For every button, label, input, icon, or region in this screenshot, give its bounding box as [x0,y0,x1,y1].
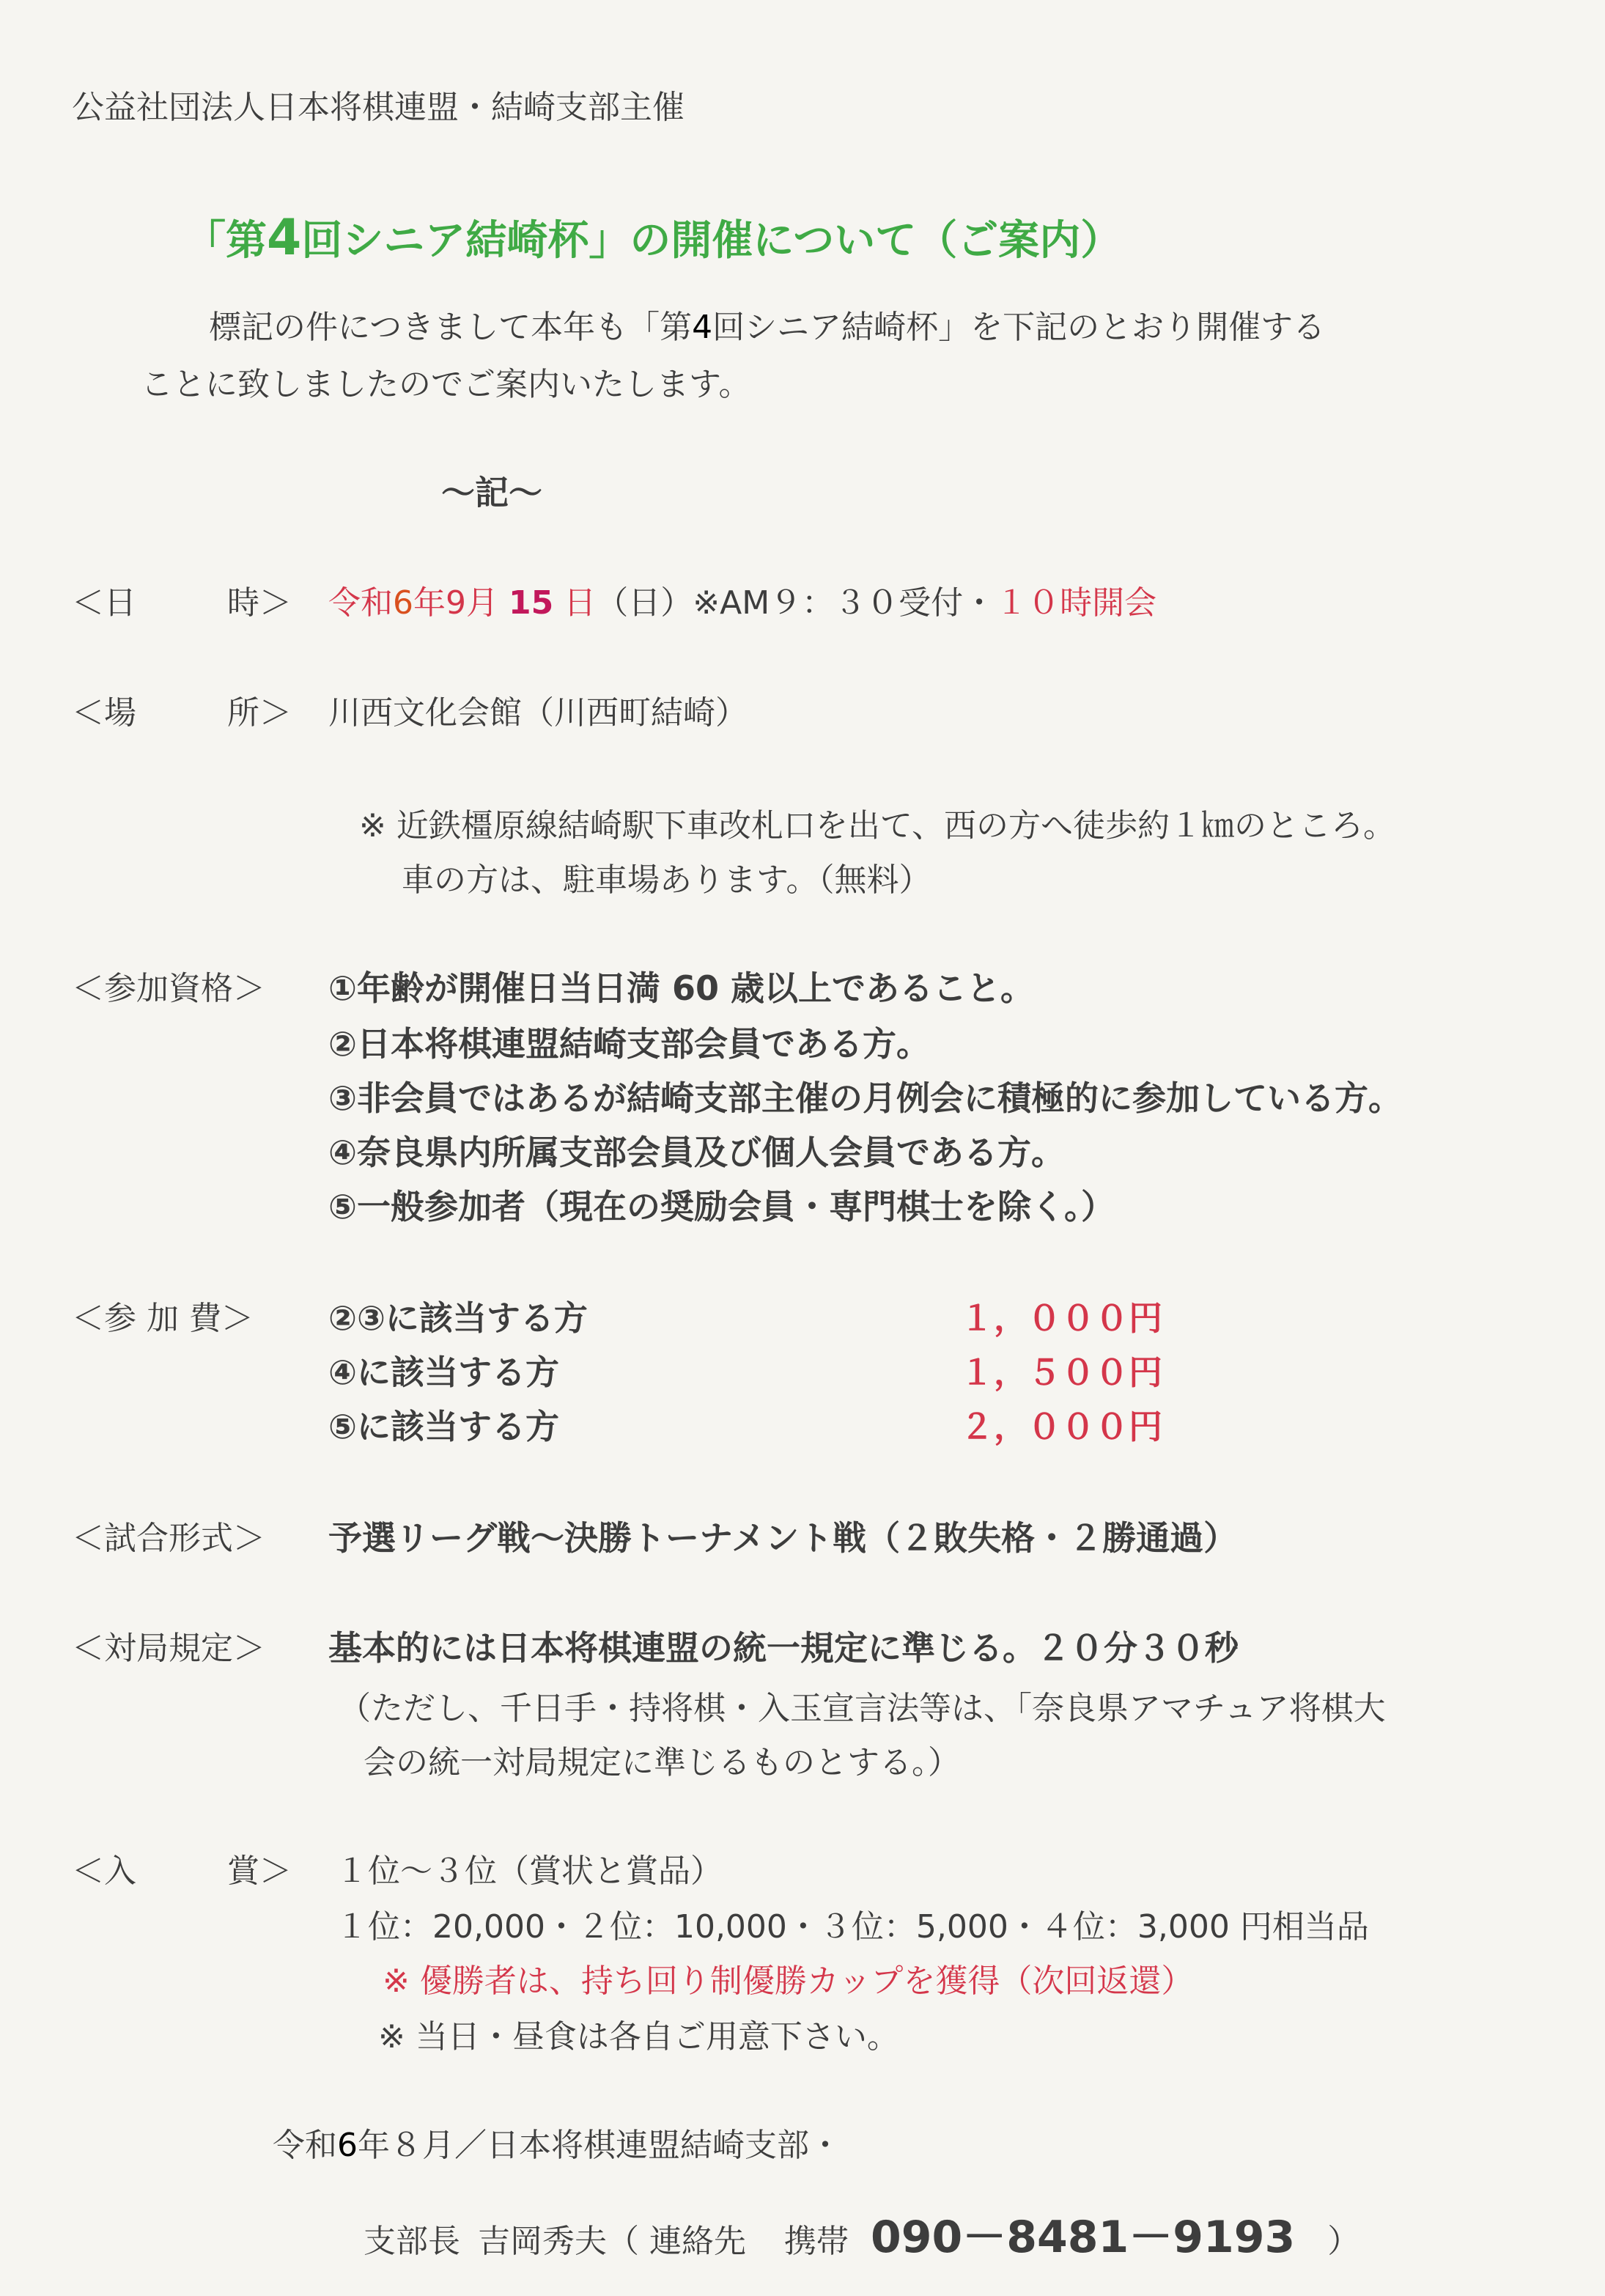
rules-note-2: 会の統一対局規定に準じるものとする。） [364,1744,960,1781]
footer-date-number: 6 [337,2127,358,2164]
title-part1: 「第 [185,217,267,265]
format-label: ＜試合形式＞ [72,1520,265,1557]
footer-phone-label: 携帯 [784,2223,849,2260]
organizer: 公益社団法人日本将棋連盟・結崎支部主催 [72,89,685,126]
fee-row-who: ④に該当する方 [328,1353,559,1392]
intro-line-1-pre: 標記の件につきまして本年も「第 [209,309,693,346]
prizes-label-close: 賞＞ [227,1852,292,1890]
footer-date-pre: 令和 [273,2127,337,2164]
footer-date [273,2119,841,2166]
datetime-label [72,576,292,622]
eligibility-item: ①年齢が開催日当日満 60 歳以上であること。 [328,968,1034,1008]
date-weekday-reception: （日）※AM９：３０受付・ [596,584,996,622]
venue-label [72,686,292,732]
eligibility-label: ＜参加資格＞ [72,970,265,1007]
eligibility-item: ③非会員ではあるが結崎支部主催の月例会に積極的に参加している方。 [328,1078,1402,1118]
prizes-label-open: ＜入 [72,1852,136,1890]
rules-note-1: （ただし、千日手・持将棋・入玉宣言法等は、「奈良県アマチュア将棋大 [339,1690,1386,1727]
date-opening: １０時開会 [995,584,1157,622]
fee-row-amount: １，０００円 [960,1298,1162,1338]
fee-row-who: ②③に該当する方 [328,1298,588,1338]
intro-number: 4 [692,309,713,346]
fee-row-who: ⑤に該当する方 [328,1407,559,1446]
eligibility-item: ⑤一般参加者（現在の奨励会員・専門棋士を除く。） [328,1187,1115,1226]
datetime-label-open: ＜日 [72,584,136,622]
prizes-line-1: １位～３位（賞状と賞品） [336,1852,723,1890]
footer-chief-title: 支部長 [364,2223,460,2260]
intro-line-1-post: 回シニア結崎杯」を下記のとおり開催する [712,309,1326,346]
fee-row-amount: ２，０００円 [960,1407,1162,1446]
eligibility-item: ②日本将棋連盟結崎支部会員である方。 [328,1024,930,1064]
intro-line-1 [209,301,1325,347]
rules-label: ＜対局規定＞ [72,1630,265,1667]
prizes-line-2: １位：20,000・２位：10,000・３位：5,000・４位：3,000 円相当品 [336,1908,1369,1946]
prizes-label [72,1844,292,1890]
date-day: 15 [509,584,554,622]
venue-name: 川西文化会館（川西町結崎） [328,694,748,732]
date-month-unit: 月 [466,584,498,622]
venue-parking-note: 車の方は、駐車場あります。（無料） [402,861,931,899]
date-year-unit: 年 [413,584,446,622]
fee-label: ＜参 加 費＞ [72,1300,254,1337]
footer-phone-number: 090－8481－9193 [871,2212,1296,2263]
fee-row-amount: １，５００円 [960,1353,1162,1392]
date-month: 9 [446,584,466,622]
prizes-trophy-note: ※ 優勝者は、持ち回り制優勝カップを獲得（次回返還） [383,1962,1194,2000]
venue-label-close: 所＞ [227,694,292,732]
prizes-lunch-note: ※ 当日・昼食は各自ご用意下さい。 [378,2018,899,2056]
venue-access-note: ※ 近鉄橿原線結崎駅下車改札口を出て、西の方へ徒歩約１㎞のところ。 [359,807,1395,845]
date-year: 6 [393,584,413,622]
ki-heading: ～記～ [441,473,542,512]
venue-label-open: ＜場 [72,694,136,732]
eligibility-item: ④奈良県内所属支部会員及び個人会員である方。 [328,1133,1065,1172]
date-day-unit: 日 [564,584,597,622]
footer-close-paren: ） [1327,2223,1360,2260]
footer-contact [364,2202,1359,2265]
rules-main: 基本的には日本将棋連盟の統一規定に準じる。２０分３０秒 [328,1628,1239,1668]
format-text: 予選リーグ戦～決勝トーナメント戦（２敗失格・２勝通過） [328,1518,1238,1558]
intro-line-2: ことに致しましたのでご案内いたします。 [141,366,751,403]
datetime-value [328,576,1156,623]
page-title [185,208,1121,267]
footer-date-post: 年８月／日本将棋連盟結崎支部・ [358,2127,841,2164]
date-reiwa: 令和 [328,584,393,622]
title-part2: 回シニア結崎杯」の開催について（ご案内） [301,217,1122,265]
datetime-label-close: 時＞ [227,584,292,622]
title-number: 4 [267,209,302,267]
footer-chief-name: 吉岡秀夫（ 連絡先 [478,2223,746,2260]
